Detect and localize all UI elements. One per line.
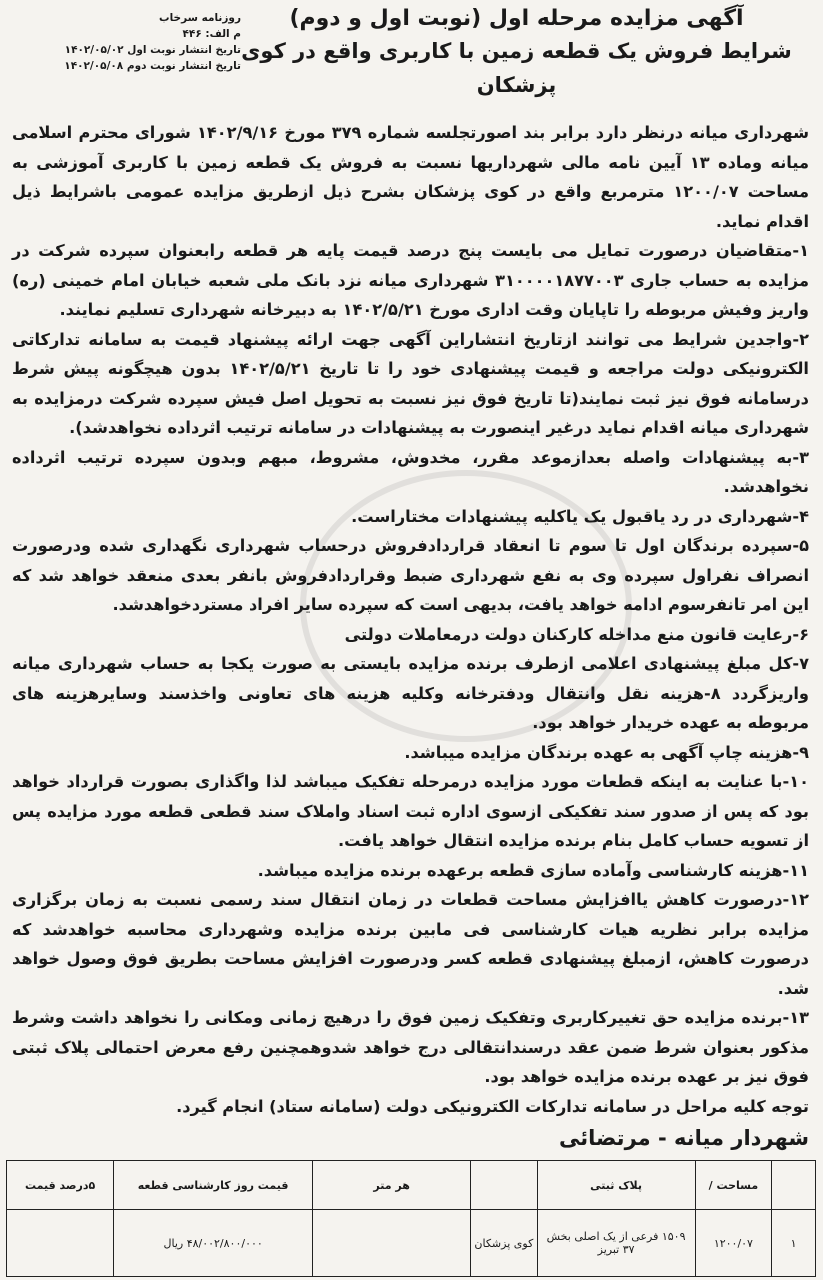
paragraph-11: ۱۱-هزینه کارشناسی وآماده سازی قطعه برعهده برنده مزایده میباشد. xyxy=(257,860,809,880)
title-line-1: آگهی مزایده مرحله اول (نوبت اول و دوم) xyxy=(289,6,744,31)
cell-per-meter xyxy=(313,1210,471,1277)
ad-body xyxy=(12,118,809,1121)
publication-info xyxy=(6,10,241,74)
cell-plaque: ۱۵۰۹ فرعی از یک اصلی بخش ۳۷ تبریز xyxy=(537,1210,695,1277)
paragraph-3: ۳-به پیشنهادات واصله بعدازموعد مقرر، مخدوش، مشروط، مبهم وبدون سپرده ترتیب اثرداده نخواهدشد. xyxy=(12,447,809,496)
cell-expert-price: ۴۸/۰۰۲/۸۰۰/۰۰۰ ریال xyxy=(114,1210,313,1277)
publish-date-first: تاریخ انتشار نوبت اول ۱۴۰۲/۰۵/۰۲ xyxy=(64,44,241,56)
header-row-number xyxy=(772,1161,816,1210)
paragraph-9: ۹-هزینه چاپ آگهی به عهده برندگان مزایده میباشد. xyxy=(404,742,809,762)
paragraph-1: ۱-متقاضیان درصورت تمایل می بایست پنج درصد قیمت پایه هر قطعه رابعنوان سپرده شرکت در مزایده به حساب جاری ۳۱۰۰۰۰۱۸۷۷۰۰۳ شهرداری میانه نزد بانک ملی شعبه خیابان امام خمینی (ره) واریز وفیش مربوطه را تاپایان وقت اداری مورخ ۱۴۰۲/۵/۲۱ به دبیرخانه شهرداری تسلیم نمایند. xyxy=(12,241,809,319)
ad-code: م الف: ۴۴۶ xyxy=(182,28,241,40)
newspaper-name: روزنامه سرخاب xyxy=(159,12,241,24)
title-line-2: شرایط فروش یک قطعه زمین با کاربری واقع در کوی xyxy=(241,39,792,63)
cell-area: ۱۲۰۰/۰۷ xyxy=(695,1210,772,1277)
paragraph-7: ۷-کل مبلغ پیشنهادی اعلامی ازطرف برنده مزایده بایستی به صورت یکجا به حساب شهرداری میانه واریزگردد ۸-هزینه نقل وانتقال ودفترخانه وکلیه هزینه های تعاونی واخذسند وسایرهزینه های مربوطه به عهده خریدار خواهد بود. xyxy=(12,654,809,732)
paragraph-intro: شهرداری میانه درنظر دارد برابر بند اصورتجلسه شماره ۳۷۹ مورخ ۱۴۰۲/۹/۱۶ شورای محترم اسلامی میانه وماده ۱۳ آیین نامه مالی شهرداریها نسبت به فروش یک قطعه زمین با کاربری آموزشی به مساحت ۱۲۰۰/۰۷ مترمربع واقع در کوی پزشکان بشرح ذیل ازطریق مزایده عمومی باشرایط ذیل اقدام نماید. xyxy=(12,123,810,231)
cell-location: کوی پزشکان xyxy=(471,1210,537,1277)
paragraph-12: ۱۲-درصورت کاهش یاافزایش مساحت قطعات در زمان انتقال سند رسمی نسبت به زمان برگزاری مزایده برابر نظریه هیات کارشناسی فی مابین برنده مزایده وشهرداری محاسبه خواهدشد که درصورت کاهش، ازمبلغ پیشنهادی قطعه کسر ودرصورت افزایش مساحت بطریق فوق وصول خواهد شد. xyxy=(12,890,809,998)
table-header-row xyxy=(7,1161,816,1210)
paragraph-13: ۱۳-برنده مزایده حق تغییرکاربری وتفکیک زمین فوق را درهیچ زمانی ومکانی را نخواهد داشت وشرط مذکور بعنوان شرط ضمن عقد درسندانتقالی درج خواهد شدوهمچنین رفع معرض احتمالی پلاک ثبتی فوق نیز بر عهده برنده مزایده خواهد بود. xyxy=(12,1008,809,1086)
header-deposit: ۵درصد قیمت xyxy=(7,1161,114,1210)
paragraph-6: ۶-رعایت قانون منع مداخله کارکنان دولت درمعاملات دولتی xyxy=(344,624,809,644)
cell-deposit xyxy=(7,1210,114,1277)
paragraph-4: ۴-شهرداری در رد یاقبول یک یاکلیه پیشنهادات مختاراست. xyxy=(351,506,809,526)
header-area: مساحت / xyxy=(695,1161,772,1210)
paragraph-10: ۱۰-با عنایت به اینکه قطعات مورد مزایده درمرحله تفکیک میباشد لذا واگذاری بصورت قرارداد خواهد بود که پس از صدور سند تفکیکی ازسوی اداره ثبت اسناد واملاک سند قطعی قطعه مورد مزایده پس از تسویه حساب کامل بنام برنده مزایده انتقال خواهد یافت. xyxy=(12,772,809,850)
header-per-meter: هر متر xyxy=(313,1161,471,1210)
mayor-signature: شهردار میانه - مرتضائی xyxy=(558,1126,809,1150)
header-plaque: پلاک ثبتی xyxy=(537,1161,695,1210)
header-location xyxy=(471,1161,537,1210)
property-table xyxy=(6,1160,816,1277)
ad-title xyxy=(230,4,803,102)
paragraph-5: ۵-سپرده برندگان اول تا سوم تا انعقاد قراردادفروش درحساب شهرداری نگهداری شده ودرصورت انصراف نفراول سپرده وی به نفع شهرداری ضبط وقراردادفروش بانفر بعدی منعقد خواهد شد که این امر تانفرسوم ادامه خواهد یافت، بدیهی است که سپرده سایر افراد مستردخواهدشد. xyxy=(12,536,809,614)
paragraph-note: توجه کلیه مراحل در سامانه تدارکات الکترونیکی دولت (سامانه ستاد) انجام گیرد. xyxy=(176,1096,809,1116)
cell-row-number: ۱ xyxy=(772,1210,816,1277)
header-expert-price: قیمت روز کارشناسی قطعه xyxy=(114,1161,313,1210)
publish-date-second: تاریخ انتشار نوبت دوم ۱۴۰۲/۰۵/۰۸ xyxy=(64,60,241,72)
table-row xyxy=(7,1210,816,1277)
title-line-3: پزشکان xyxy=(476,73,557,97)
paragraph-2: ۲-واجدین شرایط می توانند ازتاریخ انتشاراین آگهی جهت ارائه پیشنهاد قیمت به سامانه تدارکاتی الکترونیکی دولت مراجعه و قیمت پیشنهادی خود را تا تاریخ ۱۴۰۲/۵/۲۱ بدون هیچگونه پیش شرط درسامانه فوق نیز ثبت نمایند(تا تاریخ فوق نیز نسبت به تحویل اصل فیش سپرده شرکت درمزایده به شهرداری میانه اقدام نماید درغیر اینصورت به پیشنهادات در سامانه ترتیب اثرداده نخواهدشد). xyxy=(12,329,809,437)
